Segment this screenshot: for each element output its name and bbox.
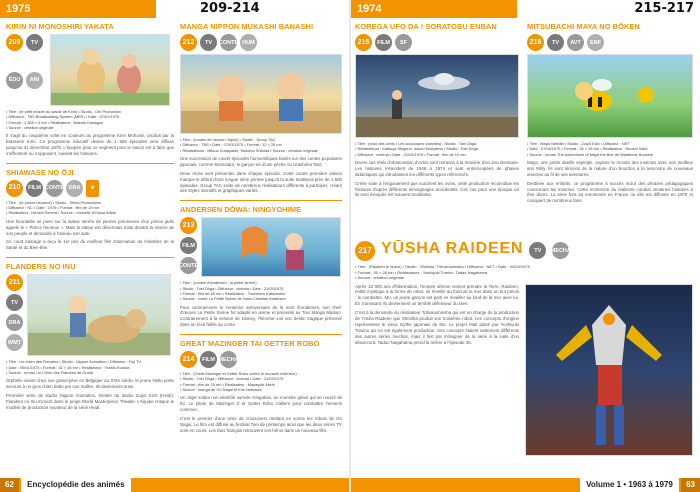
meta-line: • Format : film de 25 mn • Réalisateur : Masayuki Akehi [180,381,275,387]
kirin-image [50,34,170,106]
number-badge-icon: 210 [6,180,23,197]
meta-line: • Titre : (Great Mazinger et Getter Robo contre le monstre extérieur) [180,371,297,377]
entry-maya [527,22,693,204]
badge-icons [6,274,23,356]
entry-meta [180,280,342,301]
scene-illustration [28,275,170,355]
genre-icon: FILM [200,351,217,368]
meta-line: • Source : création originale [6,124,54,130]
entry-title: FLANDERS NO INU [6,262,76,272]
entry-title: MITSUBACHI MAYA NO BŌKEN [527,22,640,31]
entry-paragraph: Pour commémorer le centième anniversaire de la mort d'Andersen, son chef-d'œuvre La Petite Sirène fut adapté en anime et présenté au Toei Manga Matsuri. Contrairement à la version de Disney, l'héroïne voit son destin tragique préservé dans un récit fidèle au conte. [180,304,342,328]
meta-line: • Source : roman Un Chien des Flandres de Ouida [6,369,93,375]
scene-illustration [202,218,340,276]
meta-line: • Date : 05/01/1975 • Format : 52 × 26 mn • Réalisateur : Yoshio Kuroda [6,364,130,370]
genre-icon: SF [395,34,412,51]
number-badge-icon: 216 [527,34,544,51]
entry-meta [355,141,519,157]
meta-line: • Diffuseur : cinéma • Date : 21/03/1975 • Format : film de 10 mn [355,151,466,157]
meta-line: • Titre : (le prince heureux) • Studio : Shirai Productions [6,199,102,205]
entry-manga-nippon [180,22,342,194]
manga-nippon-image [180,54,342,134]
footer-title: Volume 1 • 1963 à 1979 [580,478,679,492]
genre-icon: TV [26,34,43,51]
badge-icons [6,34,46,106]
scene-illustration [528,55,692,137]
meta-line: • Date : 07/04/1975 • Format : 52 × 26 mn • Réalisateur : Hiroshi Saitō [527,146,648,152]
genre-icon: ÉDU [6,72,23,89]
meta-line: • Diffuseur : TBS Broadcasting System (MBS) • Date : 07/01/1975 [6,114,120,120]
genre-icon: DRA [66,180,83,197]
year-label: 1975 [0,0,156,18]
meta-line: • Source : manga de Go Nagai et Ken Ishikawa [180,387,262,393]
page-number: 63 [681,478,700,492]
genre-icon: CONTE [220,34,237,51]
genre-icon: TV [6,294,23,311]
page-range: 209-214 [200,1,260,16]
number-badge-icon: 211 [6,274,23,291]
entry-paragraph: Deux récits sont présentés dans chaque épisode. Cette courte première saison marque le début d'une longue série primée jusqu'à la suite totalisera près de 1 500 épisodes. Group TAC invite de nombreux réalisateurs différents à participer, créant des styles narratifs et graphiques variés. [180,170,342,194]
badge-icons [355,34,519,51]
entry-title: SHIAWASE NO ŌJI [6,167,74,177]
entry-paragraph: Après 12 000 ans d'hibernation, l'empire démon revient prendre la Terre. Raideen, entité mystique à la forme de robot, se réveille au fond de la mer dans un but précis : le combattre. Mu, un jeune garçon est parti se réveiller au fond de la mer avec lui. En s'unissant, ils deviennent un terrible défenseur du bien. [355,283,519,307]
meta-line: • Titre : (voici des ovnis ! Les soucoupes volantes) • Studio : Toei Dōga [355,141,477,146]
raideen-image [525,284,693,456]
meta-line: • Format : 1 365 × 5 mn • Réalisateur : Makoto Kawagoe [6,119,104,125]
entry-title: MANGA NIPPON MUKASHI BANASHI [180,22,314,31]
entry-flanders [6,262,174,410]
page-range: 215-217 [634,1,694,16]
meta-line: • Diffuseur : TBS • Date : 07/01/1975 • Format : 12 × 25 mn [180,142,282,148]
right-page [351,0,700,492]
meta-line: • Diffuseur : NC • Date : 1975 • Format : film de 19 mn [6,205,99,211]
genre-icon: MECHA [220,351,237,368]
entry-meta [355,264,693,281]
meta-line: • Studio : Toei Dōga • Diffuseur : cinéma • Date : 21/03/1975 [180,376,284,382]
entry-meta [180,371,342,392]
maya-image [527,54,693,138]
korega-ufo-image [355,54,519,138]
page-number: 62 [0,478,19,492]
right-footer [351,478,700,492]
number-badge-icon: 214 [180,351,197,368]
entry-paragraph: Orphelin vivant chez son grand-père en Belgique au XIXe siècle, le jeune Nello porte secours à un gros chien battu par son maître. Ils deviennent amis. [6,378,174,390]
genre-icon: CONTE [46,180,63,197]
robot-illustration [526,285,692,455]
number-badge-icon: 209 [6,34,23,51]
entry-title: YŪSHA RAIDEEN [381,240,524,257]
scene-illustration [356,55,518,137]
entry-great-mazinger [180,339,342,434]
genre-icon: FILM [26,180,43,197]
genre-icon: AVT [567,34,584,51]
number-badge-icon: 215 [355,34,372,51]
left-column-1 [6,22,174,417]
entry-korega-ufo [355,22,519,198]
entry-paragraph: Une hirondelle se pose sur la statue serrée de pierres précieuses d'un prince jadis appelé le « Prince heureux ». Mais la statue est désormais triste devant la misère de son peuple et demande à l'oiseau son aide. [6,218,174,236]
award-icon: ★ [86,180,99,197]
badge-icons [180,351,342,368]
entry-meta [6,359,174,375]
meta-line: • Format : 50 × 26 mn • Réalisateurs : Yoshiyuki Tomino, Tadao Nagahama [355,269,488,275]
meta-line: • Titre : Maya l'abeille • Studio : Zuiyō Eizō • Diffuseur : NET [527,141,630,146]
genre-icon: WMT [6,334,23,351]
scene-illustration [51,35,169,105]
entry-title: KOREGA UFO DA ! SORATOBU ENBAN [355,22,497,31]
meta-line: • Titre : Un chien des Flandres • Studio : Nippon Animation • Diffuseur : Fuji TV [6,359,141,365]
divider [6,257,174,258]
meta-line: • Réalisateurs : Katsuya Shigeno, Isamu Moriyama • Studio : Toei Dōga [355,146,478,152]
entry-andersen [180,205,342,328]
year-label: 1974 [351,0,517,18]
genre-icon: ANI [26,72,43,89]
meta-line: • Réalisateur : Hiroshi Sonera • Source : nouvelle d'Oscar Wilde [6,210,116,216]
right-header [351,0,700,18]
entry-paragraph: Maya, une petite abeille espiègle, explore le monde des insectes avec son meilleur ami Willy. Ils sont témoins de la nature d'un bourdon à la rencontre de nouveaux insectes au fil de ses aventures. [527,159,693,177]
entry-kirin [6,22,174,157]
genre-icon: TV [529,242,546,259]
number-badge-icon: 217 [355,241,375,261]
left-page [0,0,349,492]
meta-line: • Titre : (contes de l'ancien Japon) • Studio : Group TAC [180,137,276,142]
left-footer [0,478,349,492]
meta-line: • Format : film de 68 mn • Réalisateur : Tomoharu Katsumata [180,290,285,296]
scene-illustration [181,55,341,133]
divider [180,200,342,201]
entry-paragraph: C'est le premier d'une série de crossovers mettant en scène les robots de Go Nagai. Le film est diffusé au festival Toei de printemps ainsi que les deux séries TV sont en cours. Les fans français retrouvent ces héros dans un nouveau film. [180,416,342,433]
badge-icons [527,34,693,51]
genre-icon: FILM [375,34,392,51]
meta-line: • Source : roman The Adventures of Maya the Bee de Waldemar Bonsels [527,151,653,157]
right-column-1 [355,22,519,204]
genre-icon: TV [200,34,217,51]
flanders-image [27,274,171,356]
left-column-2 [180,22,342,440]
entry-paragraph: Une succession de courts épisodes humoristiques basés sur des contes populaires japonais, comme Momotarō, le garçon né d'une pêche ou Urashima Tarō. [180,155,342,167]
badge-icons [6,180,174,197]
entry-paragraph: Divers cas réels d'observation d'ovnis sont retracés à la manière d'un documentaire. Les histoires s'étendent de 1948 à 1974 et sont entrecoupées de phases didactiques qui introduisent les différents types référencés. [355,159,519,177]
genre-icon: DRA [6,314,23,331]
entry-title: KIRIN NI MONOSHIRI YAKATA [6,22,114,31]
number-badge-icon: 213 [180,217,197,234]
meta-line: • Réalisateurs : Mitsuo Kobayashi, Tsutomu Shibata • Source : création originale [180,147,318,153]
genre-icon: MECHA [552,242,569,259]
meta-line: • Source : création originale [355,275,404,280]
genre-icon: FILM [180,237,197,254]
entry-paragraph: Destinée aux enfants, ce programme à succès inclut des phrases pédagogiques concernant les insectes. Cette recherche du réalisme conduit certaines histoires à être dures. La série fera sa renommée en France où elle est diffusée en 1978 et conquiert de nombreux fans. [527,180,693,204]
meta-line: • Titre : (contes d'Andersen : la petite sirène) [180,280,257,286]
entry-paragraph: Un objet volant non identifié survole Gingakan, un monstre géant qui se nourrit de fer. Le pilote de Mazinger Z et Getter Robo s'allient pour combattre l'ennemi commun. [180,395,342,413]
entry-meta [6,109,174,130]
entry-title: GREAT MAZINGER TAI GETTER ROBO [180,339,320,349]
meta-line: • Titre : (le petit musée du savoir de Kirin) • Studio : Oh! Production [6,109,121,114]
entry-paragraph: Créée suite à l'engouement que suscitent les ovnis, cette production reconstitue les histoires d'après différents témoignages accidentels. Ces cas pour une époque où ils sont évoqués est souvent troublante. [355,180,519,198]
entry-meta [6,200,174,216]
entry-meta [180,137,342,153]
meta-line: • Source : conte La Petite Sirène de Hans Christian Andersen [180,296,286,302]
left-header [0,0,349,18]
badge-icons [180,34,342,51]
entry-yusha-raideen [355,240,693,459]
divider [6,163,174,164]
meta-line: • Studio : Toei Dōga • Diffuseur : cinéma • Date : 21/03/1975 [180,285,284,291]
andersen-image [201,217,341,277]
genre-icon: CONTE [180,257,197,274]
entry-paragraph: Première série du studio Nippon Animation, héritier du studio Zuiyō Eizō (Heidi). Flanders no Inu s'inscrit dans le projet World Masterpiece Theater. L'équipe critique le modèle de production novateur de la série Heidi. [6,392,174,410]
entry-paragraph: Ce court métrage a reçu le 1er prix du meilleur film d'animation du ministère de la Santé et du Bien-être. [6,239,174,251]
number-badge-icon: 212 [180,34,197,51]
footer-title: Encyclopédie des animés [21,478,130,492]
entry-shiawase [6,168,174,251]
meta-line: • Titre : (Raideen le brave) • Studio : Sōeisha, Tōhokushinsha • Diffuseur : NET • Date : 04/04/1975 [355,264,530,269]
badge-icons [180,217,197,277]
right-column-2 [527,22,693,210]
genre-icon: HUM [240,34,257,51]
divider [180,334,342,335]
genre-icon: TV [547,34,564,51]
entry-meta [527,141,693,157]
entry-paragraph: C'est à la demande du réalisateur Tohokushinsha qui est en charge de la production de Yūsha Raideen que Sōeisha produit son troisième robot. Les concepts d'origine représentent le vieux mythe japonais de Mu. Le projet était piloté par Yoshiyuki Tomino qui en est également producteur. Ses concepts étaient nettement différents des autres séries mechas, mais il finit par s'éloigner de la série à la suite d'un désaccord. Tadao Nagahama prend la relève à l'épisode 26. [355,310,519,345]
genre-icon: ENF [587,34,604,51]
entry-title: ANDERSEN DŌWA: NINGYOHIME [180,205,302,215]
entry-paragraph: Il s'agit du cinquième volet en couleurs du programme Kirin Mohosiri, produit par la brasserie Kirin. Ce programme éducatif devise de 1 565 épisodes sera diffusé jusqu'au 31 décembre 1979. L'épopée pour ce segment pour le savoir est à faire que s'affrontent ou s'opposent, suivant les histoires. [6,133,174,156]
